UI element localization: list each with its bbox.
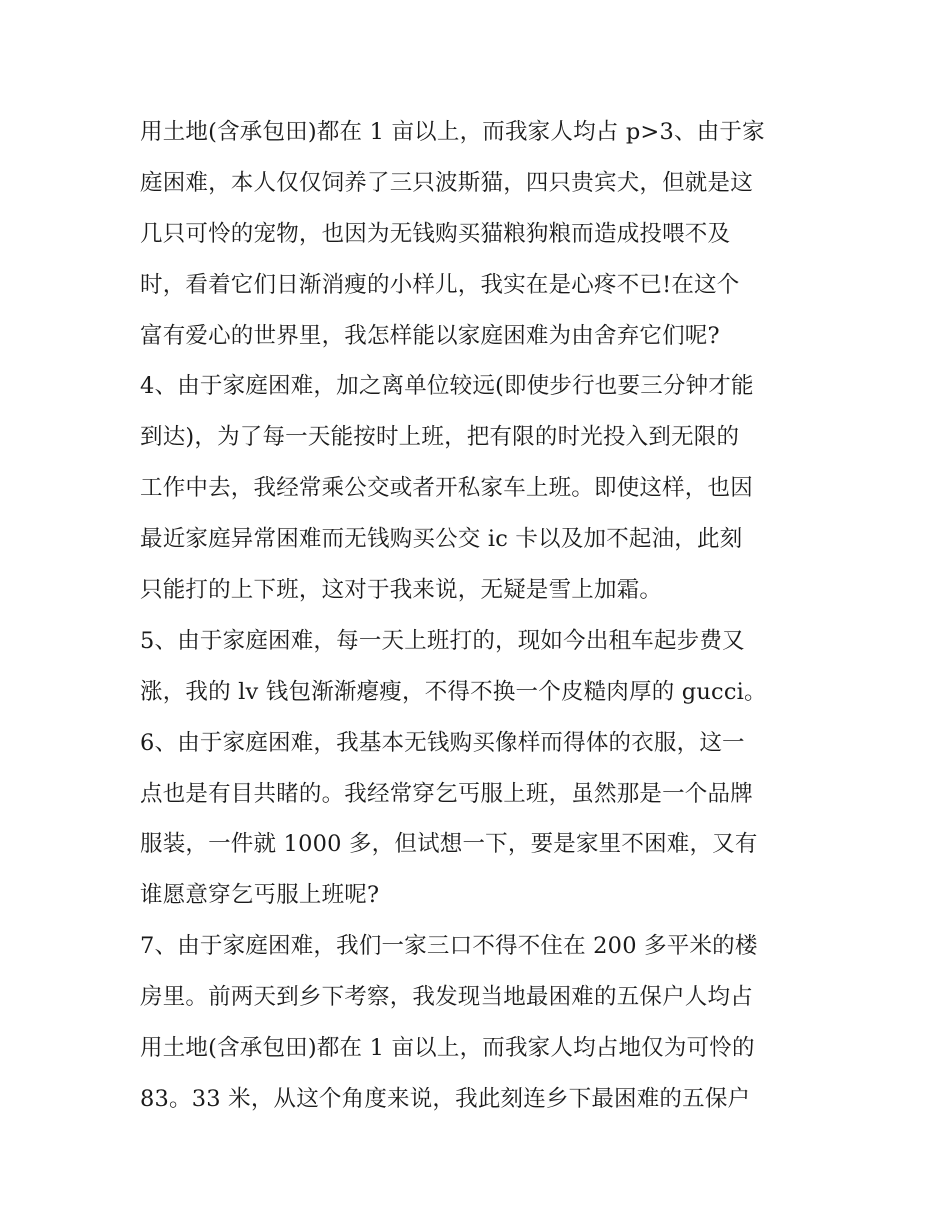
text-line: 用土地(含承包田)都在 1 亩以上，而我家人均占地仅为可怜的 bbox=[140, 1035, 755, 1062]
text-line: 6、由于家庭困难，我基本无钱购买像样而得体的衣服，这一 bbox=[140, 729, 745, 756]
body-text bbox=[140, 107, 820, 1125]
text-line: 到达)，为了每一天能按时上班，把有限的时光投入到无限的 bbox=[140, 424, 740, 451]
text-line: 最近家庭异常困难而无钱购买公交 ic 卡以及加不起油，此刻 bbox=[140, 526, 743, 553]
text-line: 谁愿意穿乞丐服上班呢? bbox=[140, 882, 380, 909]
text-line: 83。33 米，从这个角度来说，我此刻连乡下最困难的五保户 bbox=[140, 1085, 751, 1112]
text-line: 只能打的上下班，这对于我来说，无疑是雪上加霜。 bbox=[140, 577, 663, 604]
text-line: 7、由于家庭困难，我们一家三口不得不住在 200 多平米的楼 bbox=[140, 933, 758, 960]
text-line: 5、由于家庭困难，每一天上班打的，现如今出租车起步费又 bbox=[140, 627, 745, 654]
text-line: 几只可怜的宠物，也因为无钱购买猫粮狗粮而造成投喂不及 bbox=[140, 220, 731, 247]
text-line: 富有爱心的世界里，我怎样能以家庭困难为由舍弃它们呢? bbox=[140, 322, 720, 349]
text-line: 房里。前两天到乡下考察，我发现当地最困难的五保户人均占 bbox=[140, 984, 753, 1011]
text-line: 点也是有目共睹的。我经常穿乞丐服上班，虽然那是一个品牌 bbox=[140, 780, 753, 807]
text-line: 4、由于家庭困难，加之离单位较远(即使步行也要三分钟才能 bbox=[140, 373, 754, 400]
text-line: 工作中去，我经常乘公交或者开私家车上班。即使这样，也因 bbox=[140, 475, 753, 502]
text-line: 时，看着它们日渐消瘦的小样儿，我实在是心疼不已!在这个 bbox=[140, 271, 740, 298]
text-line: 用土地(含承包田)都在 1 亩以上，而我家人均占 p>3、由于家 bbox=[140, 119, 765, 145]
text-line: 服装，一件就 1000 多，但试想一下，要是家里不困难，又有 bbox=[140, 831, 758, 858]
text-line: 庭困难，本人仅仅饲养了三只波斯猫，四只贵宾犬，但就是这 bbox=[140, 169, 753, 196]
text-line: 涨，我的 lv 钱包渐渐瘪瘦，不得不换一个皮糙肉厚的 gucci。 bbox=[140, 678, 767, 705]
